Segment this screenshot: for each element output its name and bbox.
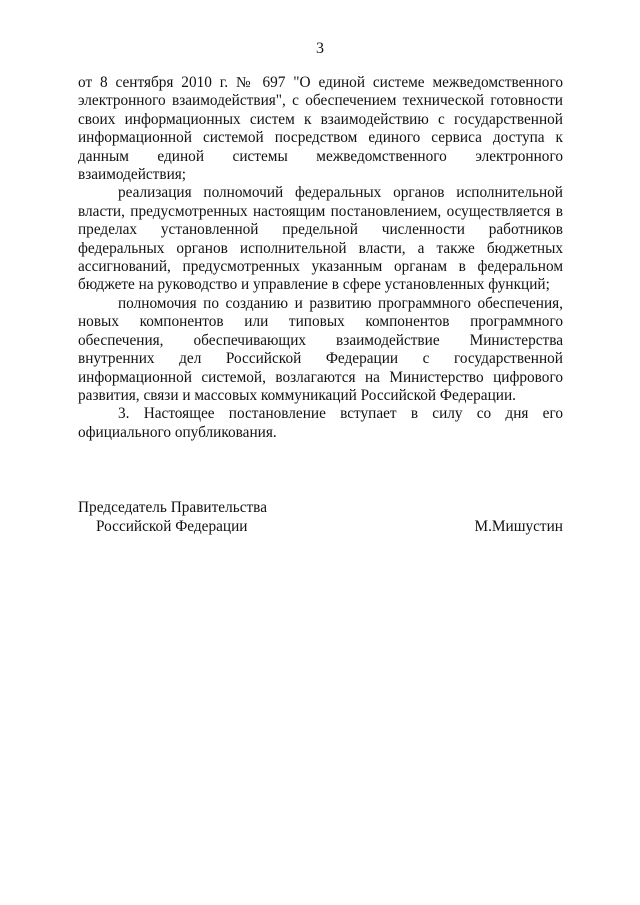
paragraph-entry-into-force: 3. Настоящее постановление вступает в силу со дня его официального опубликования. [78,405,563,441]
paragraph-authority-implementation: реализация полномочий федеральных органов исполнительной власти, предусмотренных настоящим постановлением, осуществляется в пределах установленной предельной численности работников федеральных органов исполнительной власти, а также бюджетных ассигнований, предусмотренных указанным органам в федеральном бюджете на руководство и управление в сфере установленных функций; [78,184,563,294]
signatory-title-line-2: Российской Федерации [96,518,248,535]
paragraph-continuation: от 8 сентября 2010 г. № 697 "О единой системе межведомственного электронного взаимодействия", с обеспечением технической готовности своих информационных систем к взаимодействию с государственной информационной системой посредством единого сервиса доступа к данным единой системы межведомственного электронного взаимодействия; [78,74,563,184]
signatory-name: М.Мишустин [474,518,563,535]
signatory-title-line-1: Председатель Правительства [78,499,267,516]
paragraph-software-development: полномочия по созданию и развитию программного обеспечения, новых компонентов или типовых компонентов программного обеспечения, обеспечивающих взаимодействие Министерства внутренних дел Российской Федерации с государственной информационной системой, возлагаются на Министерство цифрового развития, связи и массовых коммуникаций Российской Федерации. [78,294,563,404]
page-number: 3 [316,40,324,57]
signature-block [78,498,563,536]
document-body [78,74,563,442]
